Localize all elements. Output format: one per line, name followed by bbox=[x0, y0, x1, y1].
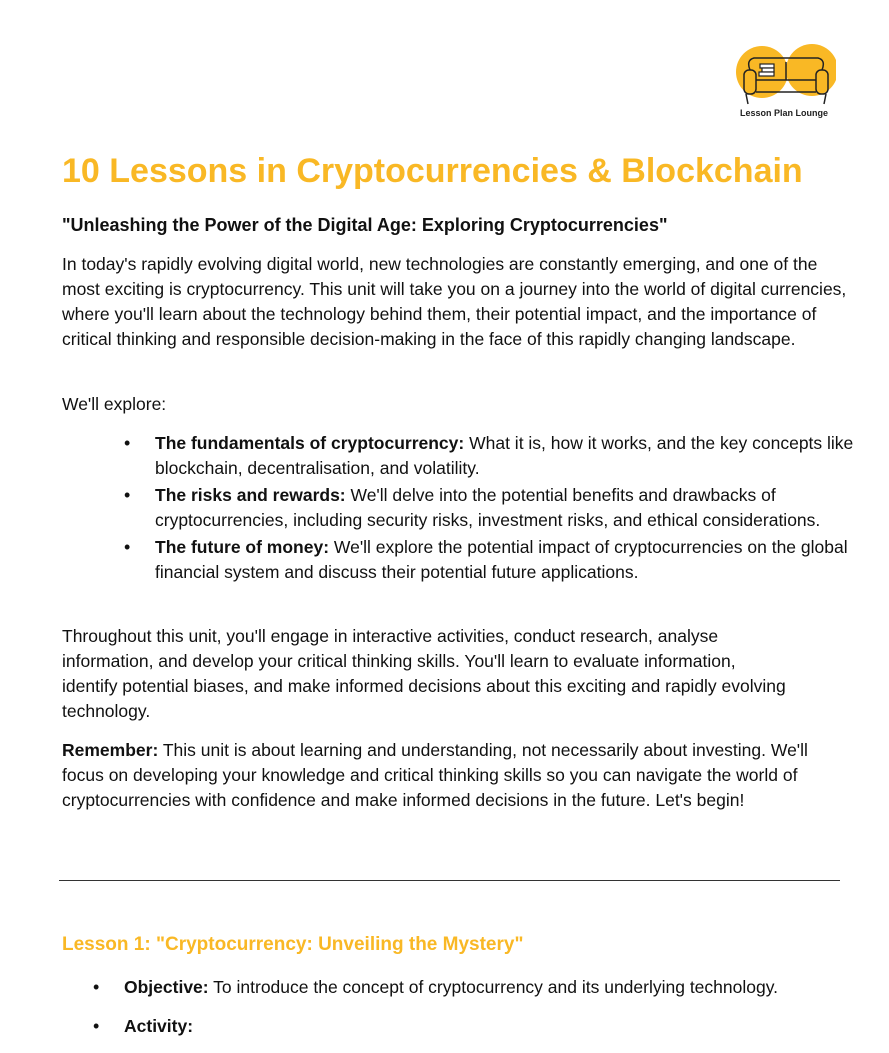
page-title: 10 Lessons in Cryptocurrencies & Blockchain bbox=[62, 152, 803, 190]
list-item bbox=[155, 431, 889, 481]
remember-label: Remember: bbox=[62, 740, 159, 760]
list-item-text: To introduce the concept of cryptocurrency and its underlying technology. bbox=[208, 977, 779, 997]
intro-paragraph: In today's rapidly evolving digital world, new technologies are constantly emerging, and one of the most exciting is cryptocurrency. This unit will take you on a journey into the world of digital currencies, where you'll learn about the technology behind them, their potential impact, and the importance of critical thinking and responsible decision-making in the face of this rapidly changing landscape. bbox=[62, 254, 847, 349]
throughout-paragraph: Throughout this unit, you'll engage in interactive activities, conduct research, analyse information, and develop your critical thinking skills. You'll learn to evaluate information, identify potential biases, and make informed decisions about this exciting and rapidly evolving technology. bbox=[62, 626, 786, 721]
lesson-1-heading: Lesson 1: "Cryptocurrency: Unveiling the Mystery" bbox=[62, 934, 524, 955]
list-item bbox=[155, 483, 889, 533]
lesson-1-list bbox=[70, 975, 889, 1053]
list-item-text: We'll explore the potential impact of cryptocurrencies on the global financial system and discuss their potential future applications. bbox=[155, 537, 848, 582]
remember-text: This unit is about learning and understanding, not necessarily about investing. We'll focus on developing your knowledge and critical thinking skills so you can navigate the world of cryptocurrencies with confidence and make informed decisions in the future. Let's begin! bbox=[62, 740, 808, 810]
list-item-term: Activity: bbox=[124, 1016, 194, 1036]
page-subtitle: "Unleashing the Power of the Digital Age: Exploring Cryptocurrencies" bbox=[62, 215, 668, 235]
remember-paragraph bbox=[62, 738, 837, 813]
list-item-text: What it is, how it works, and the key concepts like blockchain, decentralisation, and volatility. bbox=[155, 433, 854, 478]
logo-text: Lesson Plan Lounge bbox=[739, 108, 828, 118]
list-item-term: Objective: bbox=[124, 977, 209, 997]
sofa-icon bbox=[732, 40, 836, 108]
list-item-term: The future of money: bbox=[155, 537, 330, 557]
logo bbox=[728, 40, 840, 122]
list-item-term: The fundamentals of cryptocurrency: bbox=[155, 433, 465, 453]
feature-list bbox=[100, 431, 889, 587]
list-item bbox=[124, 975, 889, 1000]
list-item bbox=[124, 1014, 889, 1039]
list-item-text: We'll delve into the potential benefits and drawbacks of cryptocurrencies, including security risks, investment risks, and ethical considerations. bbox=[155, 485, 821, 530]
list-item-term: The risks and rewards: bbox=[155, 485, 346, 505]
explore-label: We'll explore: bbox=[62, 394, 167, 414]
section-divider bbox=[59, 880, 840, 881]
list-item bbox=[155, 535, 889, 585]
